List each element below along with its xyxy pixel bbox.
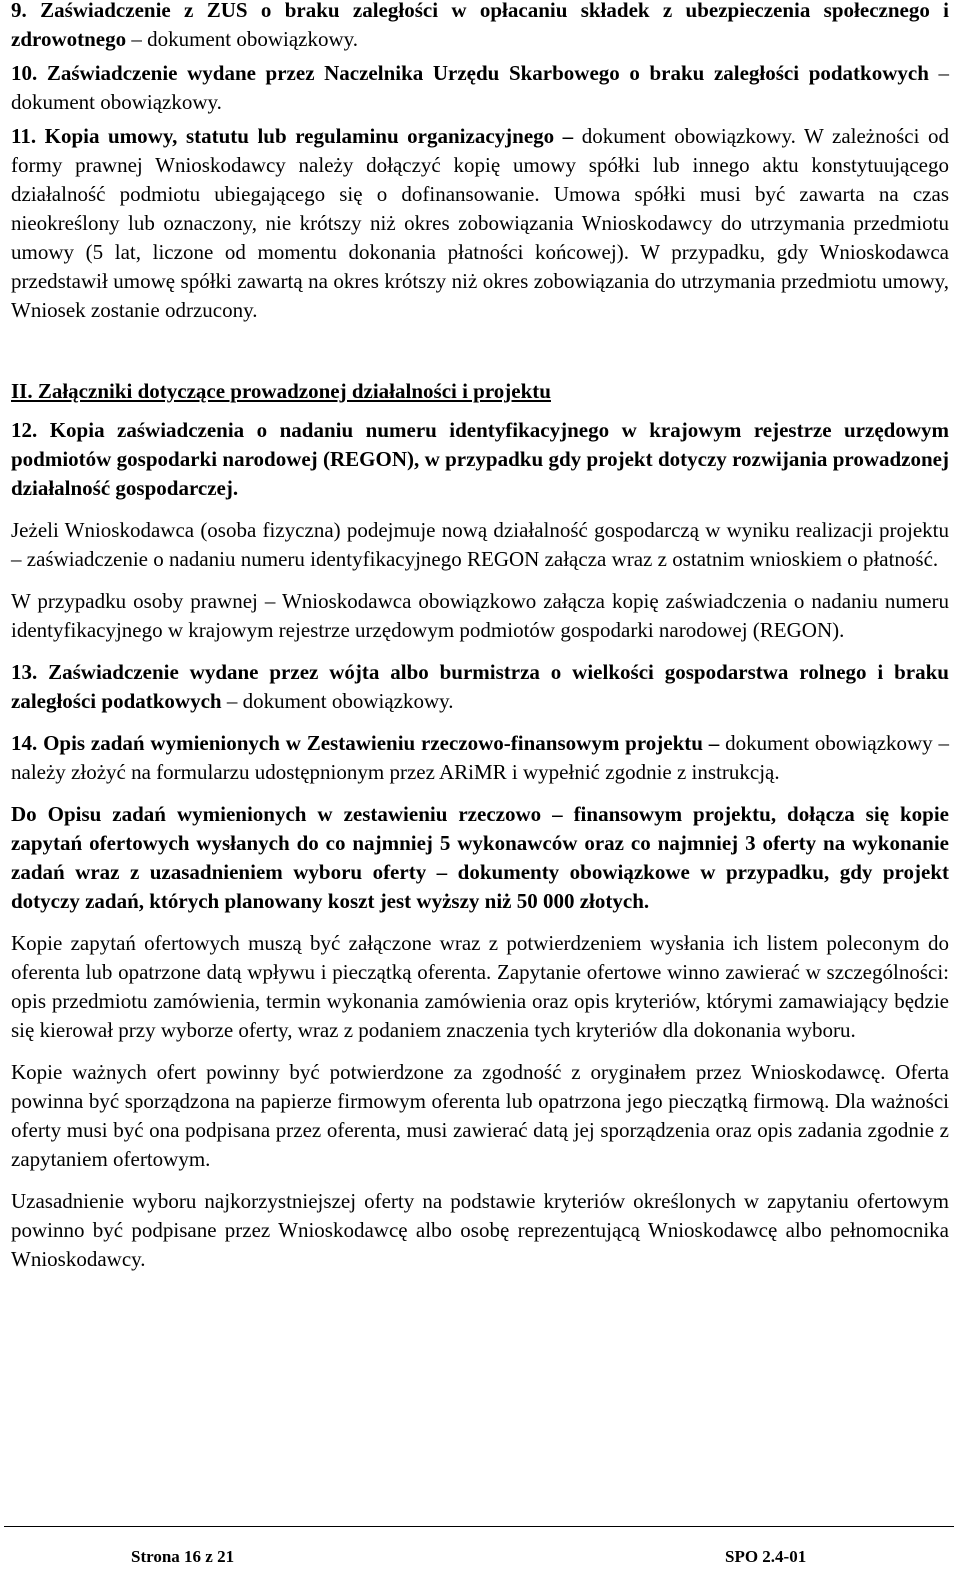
item-11-body: dokument obowiązkowy. W zależności od formy prawnej Wnioskodawcy należy dołączyć kopię umowy spółki lub innego aktu konstytuującego działalność podmiotu ubiegającego się o dofinansowanie. Umowa spółki musi być zawarta na czas nieokreślony lub oznaczony, nie krótszy niż okres zobowiązania Wnioskodawcy do utrzymania przedmiotu umowy (5 lat, liczone od momentu dokonania płatności końcowej). W przypadku, gdy Wnioskodawca przedstawił umowę spółki zawartą na okres krótszy niż okres zobowiązania do utrzymania przedmiotu umowy, Wniosek zostanie odrzucony. <box>11 124 949 322</box>
item-13-suffix: – dokument obowiązkowy. <box>221 689 454 713</box>
footer-page-number: Strona 16 z 21 <box>131 1547 235 1566</box>
item-12-title <box>11 416 949 503</box>
footer-document-code: SPO 2.4-01 <box>725 1547 807 1566</box>
item-14-body: dokument obowiązkowy – należy złożyć na formularzu udostępnionym przez ARiMR i wypełnić zgodnie z instrukcją. <box>11 731 950 784</box>
footer-divider <box>4 1526 954 1527</box>
item-14-bold-text: Do Opisu zadań wymienionych w zestawieniu rzeczowo – finansowym projektu, dołącza się kopie zapytań ofertowych wysłanych do co najmniej 5 wykonawców oraz co najmniej 3 oferty na wykonanie zadań wraz z uzasadnieniem wyboru oferty – dokumenty obowiązkowe w przypadku, gdy projekt dotyczy zadań, których planowany koszt jest wyższy niż 50 000 złotych. <box>11 802 949 913</box>
item-12-para-2: W przypadku osoby prawnej – Wnioskodawca obowiązkowo załącza kopię zaświadczenia o nadaniu numeru identyfikacyjnego w krajowym rejestrze urzędowym podmiotów gospodarki narodowej (REGON). <box>11 589 949 642</box>
item-9-title: 9. Zaświadczenie z ZUS o braku zaległości w opłacaniu składek z ubezpieczenia społecznego i zdrowotnego <box>11 0 949 51</box>
item-10 <box>11 59 949 117</box>
item-14-para-2: Kopie ważnych ofert powinny być potwierdzone za zgodność z oryginałem przez Wnioskodawcę. Oferta powinna być sporządzona na papierze firmowym oferenta lub opatrzona jego pieczątką firmową. Dla ważności oferty musi być ona podpisana przez oferenta, musi zawierać datą jej sporządzenia oraz opis zadania zgodnie z zapytaniem ofertowym. <box>11 1060 949 1171</box>
document-page <box>11 0 949 1274</box>
item-14-title: 14. Opis zadań wymienionych w Zestawieniu rzeczowo-finansowym projektu – <box>11 731 720 755</box>
item-11 <box>11 122 949 325</box>
item-13 <box>11 658 949 716</box>
item-11-title: 11. Kopia umowy, statutu lub regulaminu organizacyjnego – <box>11 124 574 148</box>
item-13-title: 13. Zaświadczenie wydane przez wójta albo burmistrza o wielkości gospodarstwa rolnego i braku zaległości podatkowych <box>11 660 949 713</box>
item-12-title-text: 12. Kopia zaświadczenia o nadaniu numeru identyfikacyjnego w krajowym rejestrze urzędowym podmiotów gospodarki narodowej (REGON), w przypadku gdy projekt dotyczy rozwijania prowadzonej działalność gospodarczej. <box>11 418 949 500</box>
item-14-bold-para <box>11 800 949 916</box>
item-10-suffix: – dokument obowiązkowy. <box>11 61 949 114</box>
item-12-para-1: Jeżeli Wnioskodawca (osoba fizyczna) podejmuje nową działalność gospodarczą w wyniku realizacji projektu – zaświadczenie o nadaniu numeru identyfikacyjnego REGON załącza wraz z ostatnim wnioskiem o płatność. <box>11 518 949 571</box>
section-heading: II. Załączniki dotyczące prowadzonej działalności i projektu <box>11 379 551 403</box>
item-10-title: 10. Zaświadczenie wydane przez Naczelnika Urzędu Skarbowego o braku zaległości podatkowych <box>11 61 929 85</box>
item-9-suffix: – dokument obowiązkowy. <box>126 27 359 51</box>
item-14-para-3: Uzasadnienie wyboru najkorzystniejszej oferty na podstawie kryteriów określonych w zapytaniu ofertowym powinno być podpisane przez Wnioskodawcę albo osobę reprezentującą Wnioskodawcę albo pełnomocnika Wnioskodawcy. <box>11 1189 949 1271</box>
item-14-para-1: Kopie zapytań ofertowych muszą być załączone wraz z potwierdzeniem wysłania ich listem poleconym do oferenta lub opatrzone datą wpływu i pieczątką oferenta. Zapytanie ofertowe winno zawierać w szczególności: opis przedmiotu zamówienia, termin wykonania zamówienia oraz opis kryteriów, którymi zamawiający będzie się kierował przy wyborze oferty, wraz z podaniem znaczenia tych kryteriów dla dokonania wyboru. <box>11 931 949 1042</box>
item-14 <box>11 729 949 787</box>
item-9 <box>11 0 949 54</box>
